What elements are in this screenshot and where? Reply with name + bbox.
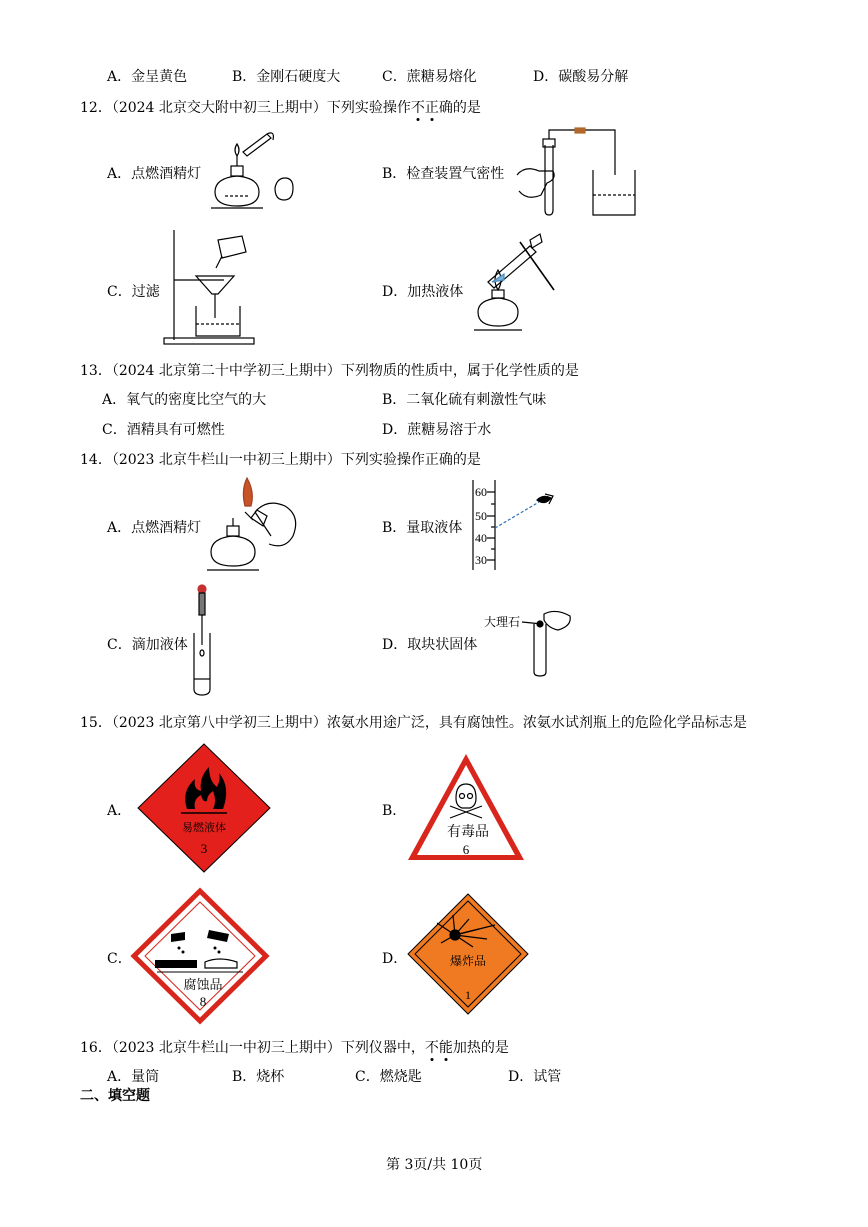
q16-stem-pre: 16．（2023 北京牛栏山一中初三上期中）下列仪器中， xyxy=(80,1040,425,1056)
q12-emphasis-2: 正 xyxy=(424,100,439,116)
page-footer: 第 3页/共 10页 xyxy=(386,1157,483,1173)
q12-option-a: A．点燃酒精灯 xyxy=(107,166,202,182)
q15-option-a: A． xyxy=(107,803,132,819)
cylinder-tick-30: 30 xyxy=(475,553,487,567)
sign-c-label: 腐蚀品 xyxy=(183,978,223,993)
q12-a-lamp-lighting-figure xyxy=(205,130,305,215)
q15-d-explosive-sign xyxy=(407,893,529,1015)
q15-option-b: B． xyxy=(382,803,407,819)
sign-d-class: 1 xyxy=(465,988,471,1002)
q14-option-b: B．量取液体 xyxy=(382,520,463,536)
tweezers-label: 大理石 xyxy=(484,615,521,629)
sign-a-class: 3 xyxy=(200,841,208,856)
q12-option-b: B．检查装置气密性 xyxy=(382,166,505,182)
q14-d-tweezers-figure xyxy=(484,606,584,678)
q12-d-heating-liquid-figure xyxy=(470,232,570,342)
sign-b-class: 6 xyxy=(462,842,470,857)
cylinder-tick-50: 50 xyxy=(475,509,487,523)
q15-c-corrosive-sign xyxy=(133,890,268,1022)
q14-stem: 14．（2023 北京牛栏山一中初三上期中）下列实验操作正确的是 xyxy=(80,452,481,468)
sign-b-label: 有毒品 xyxy=(447,824,489,840)
q16-stem xyxy=(80,1037,509,1057)
q14-c-dropper-figure xyxy=(190,583,220,698)
q14-option-c: C．滴加液体 xyxy=(107,637,188,653)
q15-b-toxic-sign xyxy=(406,752,526,864)
q13-option-c: C．酒精具有可燃性 xyxy=(102,422,225,438)
q12-c-filtration-figure xyxy=(160,228,260,348)
q16-option-b: B．烧杯 xyxy=(232,1069,285,1085)
q12-stem xyxy=(80,97,481,117)
q15-option-d: D． xyxy=(382,951,408,967)
q13-option-a: A．氧气的密度比空气的大 xyxy=(102,392,267,408)
cylinder-tick-60: 60 xyxy=(475,485,487,499)
section-title: 二、填空题 xyxy=(80,1088,150,1104)
q11-option-b: B．金刚石硬度大 xyxy=(232,69,341,85)
q15-option-c: C． xyxy=(107,951,132,967)
cylinder-tick-40: 40 xyxy=(475,531,487,545)
sign-a-label: 易燃液体 xyxy=(182,821,226,834)
q14-a-lamp-from-lamp-figure xyxy=(205,476,305,576)
q16-option-c: C．燃烧匙 xyxy=(355,1069,422,1085)
q16-option-a: A．量筒 xyxy=(107,1069,160,1085)
q11-option-d: D．碳酸易分解 xyxy=(533,69,629,85)
sign-d-label: 爆炸品 xyxy=(449,954,487,968)
q16-emphasis-2: 能 xyxy=(438,1040,453,1056)
q16-stem-post: 加热的是 xyxy=(452,1040,509,1056)
q15-a-flammable-liquid-sign xyxy=(137,743,272,873)
q14-option-a: A．点燃酒精灯 xyxy=(107,520,202,536)
q12-stem-post: 确的是 xyxy=(438,100,481,116)
q13-option-d: D．蔗糖易溶于水 xyxy=(382,422,492,438)
q13-stem: 13．（2024 北京第二十中学初三上期中）下列物质的性质中，属于化学性质的是 xyxy=(80,363,579,379)
q12-b-airtightness-figure xyxy=(517,125,647,220)
q11-option-a: A．金呈黄色 xyxy=(107,69,188,85)
q12-option-c: C．过滤 xyxy=(107,284,160,300)
q16-emphasis-1: 不 xyxy=(424,1040,439,1056)
q13-option-b: B．二氧化硫有刺激性气味 xyxy=(382,392,547,408)
q16-option-d: D．试管 xyxy=(508,1069,562,1085)
q14-b-measuring-cylinder-figure xyxy=(465,480,565,574)
q11-option-c: C．蔗糖易熔化 xyxy=(382,69,477,85)
q14-option-d: D．取块状固体 xyxy=(382,637,478,653)
q12-emphasis-1: 不 xyxy=(410,100,425,116)
q12-stem-pre: 12．（2024 北京交大附中初三上期中）下列实验操作 xyxy=(80,100,411,116)
q15-stem: 15．（2023 北京第八中学初三上期中）浓氨水用途广泛，具有腐蚀性。浓氨水试剂瓶上的危险化学品标志是 xyxy=(80,715,747,731)
q12-option-d: D．加热液体 xyxy=(382,284,464,300)
sign-c-class: 8 xyxy=(199,994,207,1009)
